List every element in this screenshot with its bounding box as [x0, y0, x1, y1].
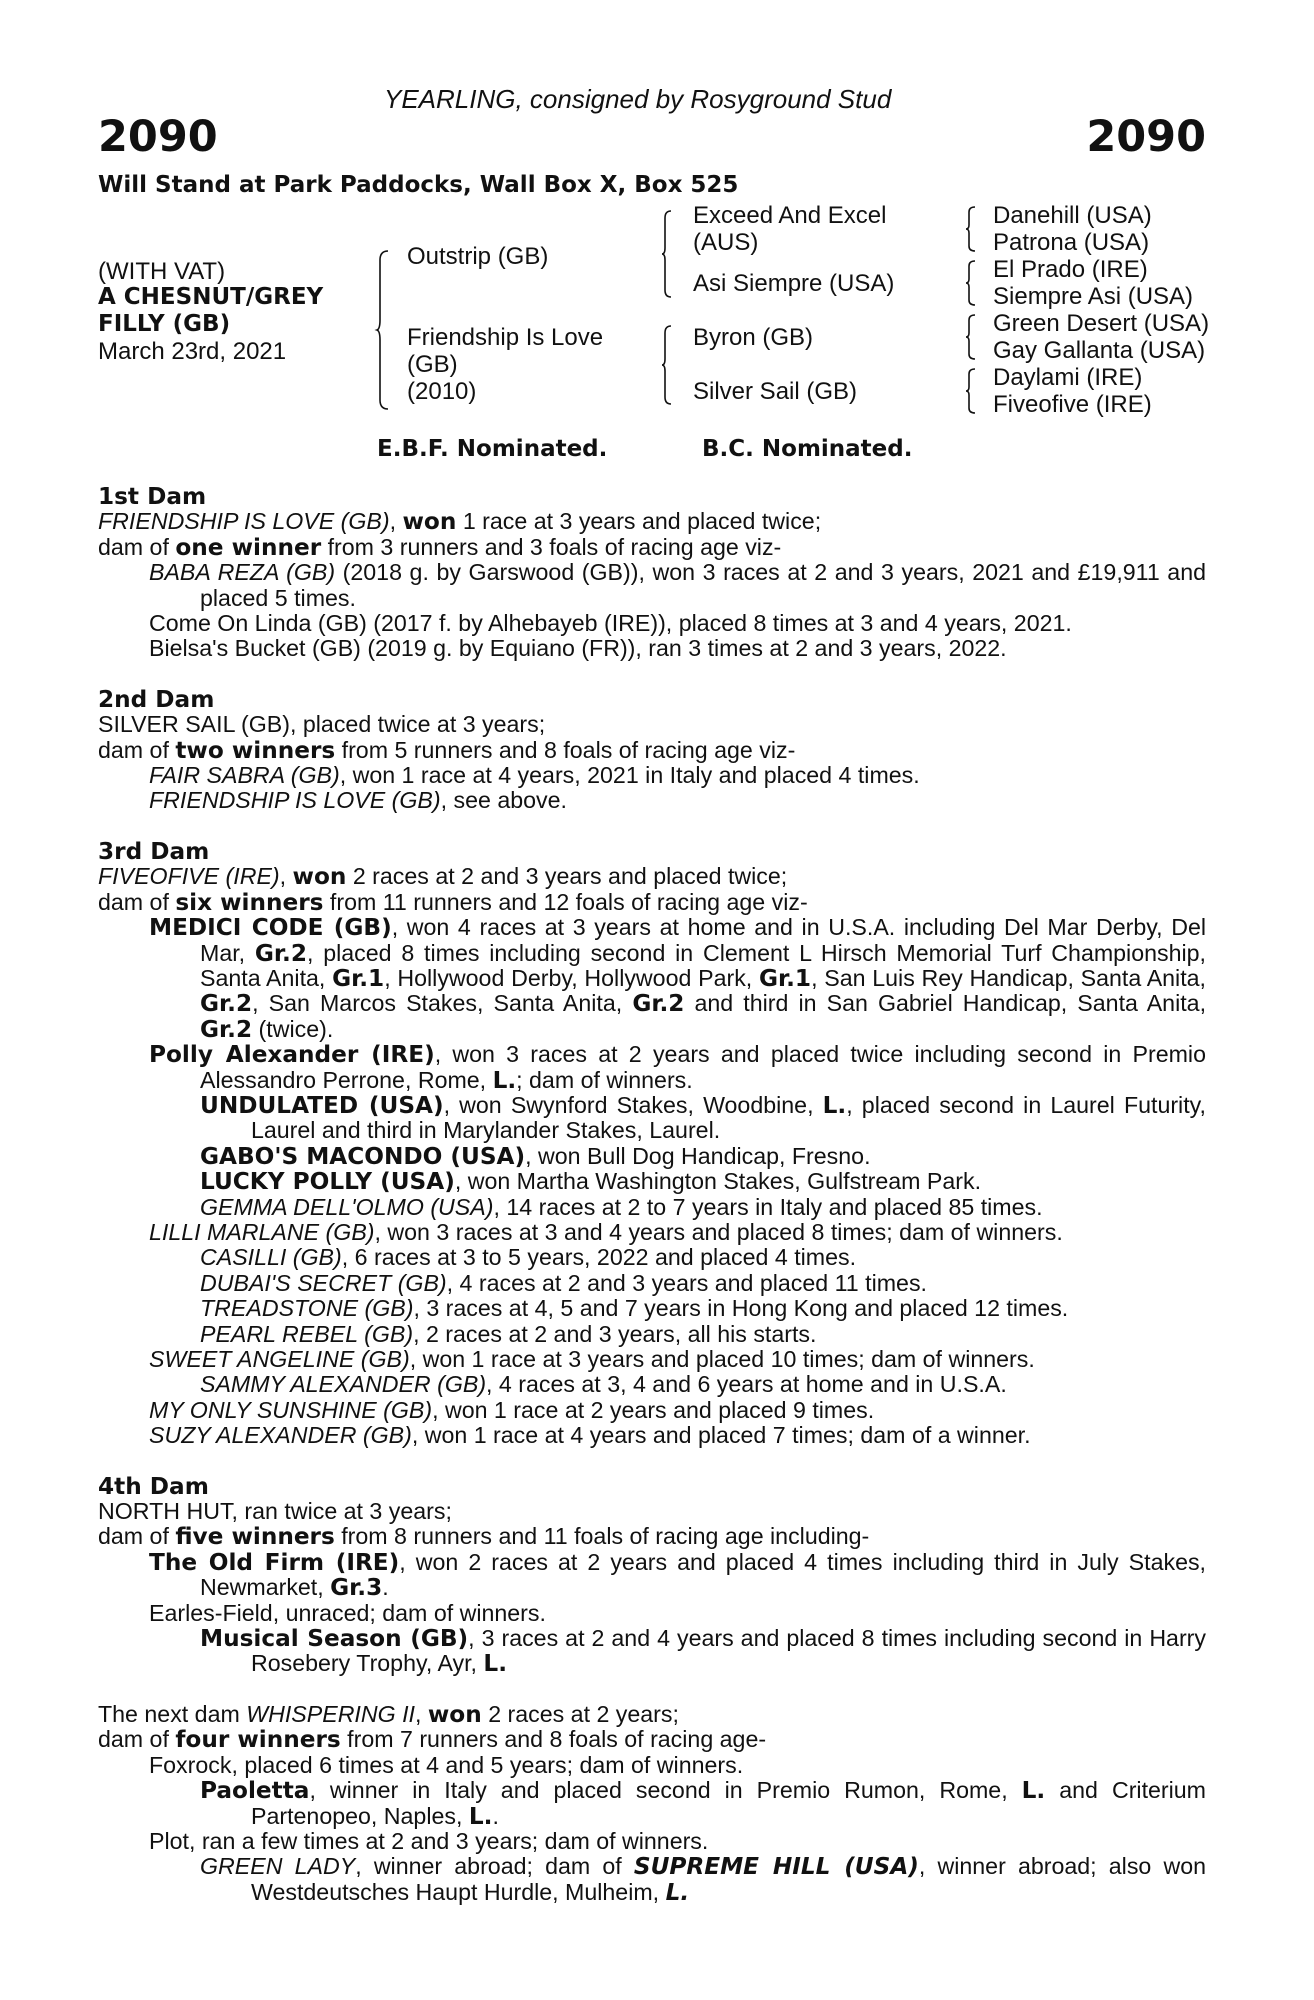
vat-note: (WITH VAT) — [98, 258, 226, 285]
first-dam-produce-line: dam of one winner from 3 runners and 3 foals of racing age viz- — [98, 533, 782, 561]
produce-green-lady: GREEN LADY, winner abroad; dam of SUPREME HILL (USA), winner abroad; also won Westdeutsches Haupt Hurdle, Mulheim, L. — [200, 1853, 1207, 1906]
produce-plot: Plot, ran a few times at 2 and 3 years; dam of winners. — [149, 1827, 709, 1854]
produce-come-on-linda: Come On Linda (GB) (2017 f. by Alhebayeb (IRE)), placed 8 times at 3 and 4 years, 2021. — [149, 610, 1072, 637]
foaling-date: March 23rd, 2021 — [98, 338, 287, 365]
produce-lilli-marlane: LILLI MARLANE (GB), won 3 races at 3 and 4 years and placed 8 times; dam of winners. — [149, 1218, 1063, 1245]
dam-name-line-1: Friendship Is Love — [407, 324, 604, 351]
produce-fair-sabra: FAIR SABRA (GB), won 1 race at 4 years, 2021 in Italy and placed 4 times. — [149, 762, 920, 789]
third-dam-line: FIVEOFIVE (IRE), won 2 races at 2 and 3 years and placed twice; — [98, 863, 788, 891]
produce-friendship-is-love: FRIENDSHIP IS LOVE (GB), see above. — [149, 787, 567, 814]
gg-2: Patrona (USA) — [993, 229, 1150, 256]
produce-musical-season: Musical Season (GB), 3 races at 2 and 4 years and placed 8 times including second in Harry Rosebery Trophy, Ayr, L. — [200, 1625, 1206, 1678]
main-bracket — [376, 250, 390, 410]
first-dam-heading: 1st Dam — [98, 483, 207, 510]
first-dam-line: FRIENDSHIP IS LOVE (GB), won 1 race at 3 years and placed twice; — [98, 508, 822, 536]
produce-sammy-alexander: SAMMY ALEXANDER (GB), 4 races at 3, 4 and 6 years at home and in U.S.A. — [200, 1371, 1007, 1398]
ebf-nominated: E.B.F. Nominated. — [377, 436, 608, 462]
produce-pearl-rebel: PEARL REBEL (GB), 2 races at 2 and 3 years, all his starts. — [200, 1320, 817, 1347]
second-dam-line: SILVER SAIL (GB), placed twice at 3 years; — [98, 711, 546, 738]
horse-description-1: A CHESNUT/GREY — [98, 284, 324, 310]
produce-gemma-dellolmo: GEMMA DELL'OLMO (USA), 14 races at 2 to 7 years in Italy and placed 85 times. — [200, 1193, 1043, 1220]
produce-bielsas-bucket: Bielsa's Bucket (GB) (2019 g. by Equiano (FR)), ran 3 times at 2 and 3 years, 2022. — [149, 635, 1007, 662]
produce-treadstone: TREADSTONE (GB), 3 races at 4, 5 and 7 years in Hong Kong and placed 12 times. — [200, 1295, 1069, 1322]
gg-7: Daylami (IRE) — [993, 364, 1143, 391]
produce-earles-field: Earles-Field, unraced; dam of winners. — [149, 1599, 546, 1626]
dam-sire: Byron (GB) — [693, 324, 814, 351]
lot-number-right: 2090 — [1086, 112, 1206, 162]
produce-suzy-alexander: SUZY ALEXANDER (GB), won 1 race at 4 years and placed 7 times; dam of a winner. — [149, 1422, 1031, 1449]
stand-location: Will Stand at Park Paddocks, Wall Box X, Box 525 — [98, 172, 739, 198]
dam-name-line-2: (GB) — [407, 351, 458, 378]
produce-sweet-angeline: SWEET ANGELINE (GB), won 1 race at 3 years and placed 10 times; dam of winners. — [149, 1346, 1035, 1372]
gg-4: Siempre Asi (USA) — [993, 283, 1194, 310]
produce-lucky-polly: LUCKY POLLY (USA), won Martha Washington Stakes, Gulfstream Park. — [200, 1168, 982, 1196]
sire-name: Outstrip (GB) — [407, 243, 549, 270]
produce-baba-reza: BABA REZA (GB) (2018 g. by Garswood (GB)), won 3 races at 2 and 3 years, 2021 and £19,911 and placed 5 times. — [149, 559, 1206, 611]
produce-casilli: CASILLI (GB), 6 races at 3 to 5 years, 2022 and placed 4 times. — [200, 1244, 857, 1271]
gsire-bracket-1 — [965, 206, 977, 252]
bc-nominated: B.C. Nominated. — [702, 436, 913, 462]
gsire-bracket-2 — [965, 260, 977, 306]
gsire-bracket-3 — [965, 314, 977, 360]
second-dam-heading: 2nd Dam — [98, 685, 215, 713]
gg-8: Fiveofive (IRE) — [993, 391, 1152, 418]
produce-my-only-sunshine: MY ONLY SUNSHINE (GB), won 1 race at 2 years and placed 9 times. — [149, 1396, 875, 1423]
sire-bracket — [661, 210, 673, 298]
fourth-dam-produce-line: dam of five winners from 8 runners and 11 foals of racing age including- — [98, 1523, 870, 1551]
third-dam-heading: 3rd Dam — [98, 837, 210, 865]
gg-6: Gay Gallanta (USA) — [993, 337, 1206, 364]
gg-1: Danehill (USA) — [993, 202, 1152, 229]
catalogue-body — [98, 484, 1206, 1905]
fourth-dam-heading: 4th Dam — [98, 1472, 209, 1500]
produce-foxrock: Foxrock, placed 6 times at 4 and 5 years; dam of winners. — [149, 1751, 744, 1778]
produce-polly-alexander: Polly Alexander (IRE), won 3 races at 2 years and placed twice including second in Premio Alessandro Perrone, Rome, L.; dam of winners. — [149, 1041, 1206, 1094]
produce-paoletta: Paoletta, winner in Italy and placed second in Premio Rumon, Rome, L. and Criterium Partenopeo, Naples, L.. — [200, 1777, 1206, 1830]
produce-gabos-macondo: GABO'S MACONDO (USA), won Bull Dog Handicap, Fresno. — [200, 1142, 871, 1170]
second-dam-produce-line: dam of two winners from 5 runners and 8 foals of racing age viz- — [98, 736, 796, 764]
produce-the-old-firm: The Old Firm (IRE), won 2 races at 2 years and placed 4 times including third in July Stakes, Newmarket, Gr.3. — [149, 1548, 1206, 1602]
sire-sire-line-2: (AUS) — [693, 229, 759, 256]
dam-name-line-3: (2010) — [407, 378, 477, 405]
next-dam-produce-line: dam of four winners from 7 runners and 8 foals of racing age- — [98, 1726, 767, 1754]
dam-dam: Silver Sail (GB) — [693, 378, 858, 405]
gg-3: El Prado (IRE) — [993, 256, 1148, 283]
fourth-dam-line: NORTH HUT, ran twice at 3 years; — [98, 1498, 452, 1525]
sire-sire-line-1: Exceed And Excel — [693, 202, 887, 229]
produce-dubais-secret: DUBAI'S SECRET (GB), 4 races at 2 and 3 years and placed 11 times. — [200, 1269, 927, 1296]
gg-5: Green Desert (USA) — [993, 310, 1210, 337]
third-dam-produce-line: dam of six winners from 11 runners and 12 foals of racing age viz- — [98, 888, 808, 916]
horse-description-2: FILLY (GB) — [98, 311, 231, 337]
produce-medici-code: MEDICI CODE (GB), won 4 races at 3 years at home and in U.S.A. including Del Mar Derby, Del Mar, Gr.2, placed 8 times including second in Clement L Hirsch Memorial Turf Championship, Santa Anita, Gr.1, Hollywood Derby, Hollywood Park, Gr.1, San Luis Rey Handicap, Santa Anita, Gr.2, San Marcos Stakes, Santa Anita, Gr.2 and third in San Gabriel Handicap, Santa Anita, Gr.2 (twice). — [149, 914, 1207, 1043]
next-dam-line: The next dam WHISPERING II, won 2 races at 2 years; — [98, 1700, 679, 1728]
dam-bracket — [661, 325, 673, 405]
consignor-line: YEARLING, consigned by Rosyground Stud — [384, 84, 892, 114]
lot-number-left: 2090 — [98, 112, 218, 162]
sire-dam: Asi Siempre (USA) — [693, 270, 895, 297]
gsire-bracket-4 — [965, 368, 977, 414]
produce-undulated: UNDULATED (USA), won Swynford Stakes, Woodbine, L., placed second in Laurel Futurity, Laurel and third in Marylander Stakes, Laurel. — [200, 1091, 1206, 1144]
